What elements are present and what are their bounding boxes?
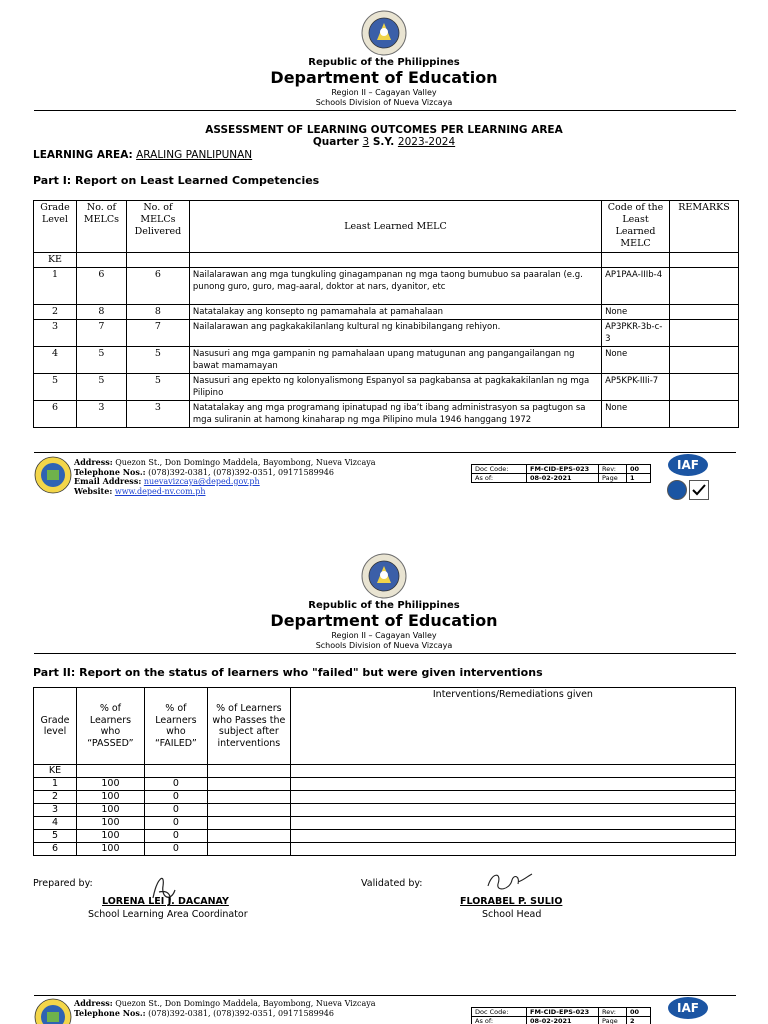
cell-remarks bbox=[670, 253, 739, 268]
cell-melc: Natatalakay ang konsepto ng pamamahala at pamahalaan bbox=[189, 305, 601, 320]
cell-passed: 100 bbox=[76, 791, 144, 804]
cell-grade: 6 bbox=[34, 401, 77, 428]
address-label: Address: bbox=[74, 998, 113, 1008]
department-title: Department of Education bbox=[270, 611, 498, 630]
cell-failed: 0 bbox=[144, 843, 207, 856]
cell-remarks bbox=[670, 320, 739, 347]
validator-signature bbox=[482, 868, 534, 898]
col-code: Code of the Least Learned MELC bbox=[602, 201, 670, 253]
cell-interventions bbox=[290, 804, 735, 817]
doc-code-label: Doc Code: bbox=[472, 465, 527, 474]
part1-title: Part I: Report on Least Learned Competencies bbox=[33, 174, 320, 187]
intervention-status-table bbox=[33, 687, 736, 856]
header-divider bbox=[34, 653, 736, 654]
deped-seal-icon bbox=[361, 10, 407, 56]
email-label: Email Address: bbox=[74, 476, 142, 486]
cell-code: AP3PKR-3b-c-3 bbox=[602, 320, 670, 347]
cell-grade: KE bbox=[34, 253, 77, 268]
cell-after bbox=[207, 804, 290, 817]
address-value: Quezon St., Don Domingo Maddela, Bayombong, Nueva Vizcaya bbox=[115, 999, 376, 1008]
cell-interventions bbox=[290, 830, 735, 843]
cell-code: None bbox=[602, 305, 670, 320]
as-of-label: As of: bbox=[472, 1017, 527, 1024]
as-of-value: 08-02-2021 bbox=[527, 1017, 599, 1024]
doc-code-table bbox=[471, 464, 651, 483]
col-grade-level: Grade level bbox=[34, 688, 77, 765]
rev-value: 00 bbox=[627, 1008, 651, 1017]
col-interventions: Interventions/Remediations given bbox=[290, 688, 735, 765]
division-logo-icon bbox=[34, 998, 72, 1024]
republic-label: Republic of the Philippines bbox=[308, 600, 460, 611]
cell-melc: Nasusuri ang epekto ng kolonyalismong Espanyol sa pagkabansa at pagkakakilanlan ng mga Pilipino bbox=[189, 374, 601, 401]
col-passed-after: % of Learners who Passes the subject after interventions bbox=[207, 688, 290, 765]
preparer-name: LORENA LEI J. DACANAY bbox=[102, 896, 229, 907]
sy-label: S.Y. bbox=[372, 136, 395, 148]
footer-contact bbox=[74, 458, 376, 496]
preparer-role: School Learning Area Coordinator bbox=[88, 909, 248, 920]
cell-failed: 0 bbox=[144, 778, 207, 791]
cell-code: None bbox=[602, 401, 670, 428]
cell-grade: 2 bbox=[34, 305, 77, 320]
deped-seal-icon bbox=[361, 553, 407, 599]
table-row bbox=[34, 401, 739, 428]
iaf-logo: IAF bbox=[668, 997, 708, 1019]
header-divider bbox=[34, 110, 736, 111]
cell-interventions bbox=[290, 843, 735, 856]
validator-role: School Head bbox=[482, 909, 542, 920]
table-header-row bbox=[34, 201, 739, 253]
as-of-label: As of: bbox=[472, 474, 527, 483]
table-row bbox=[34, 817, 736, 830]
region-label: Region II – Cagayan Valley bbox=[331, 88, 437, 97]
table-row bbox=[34, 253, 739, 268]
address-value: Quezon St., Don Domingo Maddela, Bayombong, Nueva Vizcaya bbox=[115, 458, 376, 467]
cell-passed: 100 bbox=[76, 804, 144, 817]
address-label: Address: bbox=[74, 457, 113, 467]
cell-grade: 1 bbox=[34, 778, 77, 791]
cell-failed: 0 bbox=[144, 804, 207, 817]
cell-grade: KE bbox=[34, 765, 77, 778]
learning-area-value: ARALING PANLIPUNAN bbox=[136, 149, 253, 161]
cell-failed: 0 bbox=[144, 830, 207, 843]
cell-melc: Nasusuri ang mga gampanin ng pamahalaan upang matugunan ang pangangailangan ng bawat mamamayan bbox=[189, 347, 601, 374]
col-passed: % of Learners who “PASSED” bbox=[76, 688, 144, 765]
table-row bbox=[34, 268, 739, 305]
cell-melcs: 5 bbox=[76, 347, 126, 374]
cell-code: None bbox=[602, 347, 670, 374]
table-row bbox=[34, 843, 736, 856]
cell-remarks bbox=[670, 305, 739, 320]
cell-grade: 1 bbox=[34, 268, 77, 305]
col-grade-level: Grade Level bbox=[34, 201, 77, 253]
learning-area-line bbox=[33, 149, 252, 161]
cell-interventions bbox=[290, 778, 735, 791]
telephone-value: (078)392-0381, (078)392-0351, 09171589946 bbox=[148, 1008, 334, 1018]
cell-delivered: 5 bbox=[126, 347, 189, 374]
cell-interventions bbox=[290, 765, 735, 778]
website-label: Website: bbox=[74, 485, 113, 496]
cell-remarks bbox=[670, 401, 739, 428]
footer-contact bbox=[74, 999, 376, 1018]
cell-melc: Nailalarawan ang mga tungkuling ginagampanan ng mga taong bumubuo sa paaralan (e.g. punong guro, guro, mag-aaral, doktor at nars, dyanitor, etc bbox=[189, 268, 601, 305]
cell-melc: Nailalarawan ang pagkakakilanlang kultural ng kinabibilangang rehiyon. bbox=[189, 320, 601, 347]
cell-code: AP5KPK-IIIi-7 bbox=[602, 374, 670, 401]
cell-after bbox=[207, 791, 290, 804]
region-label: Region II – Cagayan Valley bbox=[331, 631, 437, 640]
validated-by-label: Validated by: bbox=[361, 878, 423, 889]
table-header-row bbox=[34, 688, 736, 765]
cell-interventions bbox=[290, 791, 735, 804]
col-failed: % of Learners who “FAILED” bbox=[144, 688, 207, 765]
division-label: Schools Division of Nueva Vizcaya bbox=[315, 98, 453, 107]
rev-label: Rev: bbox=[599, 465, 627, 474]
cell-after bbox=[207, 817, 290, 830]
footer-divider bbox=[34, 995, 736, 996]
cell-grade: 3 bbox=[34, 320, 77, 347]
report-title: ASSESSMENT OF LEARNING OUTCOMES PER LEARNING AREA bbox=[205, 124, 563, 136]
cell-remarks bbox=[670, 374, 739, 401]
page-value: 2 bbox=[627, 1017, 651, 1024]
cell-passed bbox=[76, 765, 144, 778]
republic-label: Republic of the Philippines bbox=[308, 57, 460, 68]
quarter-value: 3 bbox=[362, 136, 370, 148]
footer-divider bbox=[34, 452, 736, 453]
division-logo-icon bbox=[34, 456, 72, 494]
page-value: 1 bbox=[627, 474, 651, 483]
telephone-label: Telephone Nos.: bbox=[74, 466, 146, 477]
doc-code-value: FM-CID-EPS-023 bbox=[527, 465, 599, 474]
quarter-line bbox=[0, 136, 768, 148]
table-row bbox=[34, 374, 739, 401]
table-row bbox=[34, 320, 739, 347]
page-label: Page bbox=[599, 1017, 627, 1024]
cell-delivered: 5 bbox=[126, 374, 189, 401]
cell-grade: 5 bbox=[34, 374, 77, 401]
cell-remarks bbox=[670, 347, 739, 374]
cell-melcs: 7 bbox=[76, 320, 126, 347]
table-row bbox=[34, 791, 736, 804]
sy-value: 2023-2024 bbox=[397, 136, 456, 148]
iaf-logo: IAF bbox=[668, 454, 708, 476]
cell-grade: 2 bbox=[34, 791, 77, 804]
cell-melc bbox=[189, 253, 601, 268]
cell-melc: Natatalakay ang mga programang ipinatupad ng iba’t ibang administrasyon sa pagtugon sa mga suliranin at hamong kinaharap ng mga Pilipino mula 1946 hanggang 1972 bbox=[189, 401, 601, 428]
division-label: Schools Division of Nueva Vizcaya bbox=[315, 641, 453, 650]
validator-name: FLORABEL P. SULIO bbox=[460, 896, 563, 907]
telephone-value: (078)392-0381, (078)392-0351, 09171589946 bbox=[148, 467, 334, 477]
col-least-learned-melc: Least Learned MELC bbox=[189, 201, 601, 253]
cell-after bbox=[207, 830, 290, 843]
part2-title: Part II: Report on the status of learners who "failed" but were given interventions bbox=[33, 666, 543, 679]
cell-delivered: 7 bbox=[126, 320, 189, 347]
cell-after bbox=[207, 765, 290, 778]
rev-label: Rev: bbox=[599, 1008, 627, 1017]
table-row bbox=[34, 804, 736, 817]
cell-after bbox=[207, 778, 290, 791]
table-row bbox=[34, 778, 736, 791]
doc-code-table bbox=[471, 1007, 651, 1024]
checkmark-badge-icon bbox=[689, 480, 709, 500]
least-learned-table bbox=[33, 200, 739, 428]
cell-melcs: 5 bbox=[76, 374, 126, 401]
email-link[interactable]: nuevavizcaya@deped.gov.ph bbox=[143, 477, 260, 486]
col-melcs-delivered: No. of MELCs Delivered bbox=[126, 201, 189, 253]
cell-melcs bbox=[76, 253, 126, 268]
cell-delivered: 3 bbox=[126, 401, 189, 428]
cell-melcs: 8 bbox=[76, 305, 126, 320]
cell-passed: 100 bbox=[76, 817, 144, 830]
learning-area-label: LEARNING AREA: bbox=[33, 149, 133, 161]
cell-passed: 100 bbox=[76, 843, 144, 856]
doc-code-value: FM-CID-EPS-023 bbox=[527, 1008, 599, 1017]
cell-grade: 4 bbox=[34, 347, 77, 374]
cell-delivered: 6 bbox=[126, 268, 189, 305]
cell-passed: 100 bbox=[76, 830, 144, 843]
prepared-by-label: Prepared by: bbox=[33, 878, 93, 889]
certification-badge-icon bbox=[667, 480, 687, 500]
cell-failed: 0 bbox=[144, 791, 207, 804]
telephone-label: Telephone Nos.: bbox=[74, 1007, 146, 1018]
website-link[interactable]: www.deped-nv.com.ph bbox=[114, 486, 206, 496]
cell-remarks bbox=[670, 268, 739, 305]
cell-grade: 6 bbox=[34, 843, 77, 856]
cell-grade: 5 bbox=[34, 830, 77, 843]
table-row bbox=[34, 830, 736, 843]
cell-grade: 4 bbox=[34, 817, 77, 830]
cell-grade: 3 bbox=[34, 804, 77, 817]
cell-code bbox=[602, 253, 670, 268]
cell-melcs: 6 bbox=[76, 268, 126, 305]
department-title: Department of Education bbox=[270, 68, 498, 87]
doc-code-label: Doc Code: bbox=[472, 1008, 527, 1017]
cell-code: AP1PAA-IIIb-4 bbox=[602, 268, 670, 305]
cell-delivered bbox=[126, 253, 189, 268]
table-row bbox=[34, 305, 739, 320]
cell-after bbox=[207, 843, 290, 856]
table-row bbox=[34, 765, 736, 778]
cell-failed: 0 bbox=[144, 817, 207, 830]
cell-interventions bbox=[290, 817, 735, 830]
col-no-melcs: No. of MELCs bbox=[76, 201, 126, 253]
col-remarks: REMARKS bbox=[670, 201, 739, 253]
rev-value: 00 bbox=[627, 465, 651, 474]
cell-delivered: 8 bbox=[126, 305, 189, 320]
cell-failed bbox=[144, 765, 207, 778]
table-row bbox=[34, 347, 739, 374]
cell-melcs: 3 bbox=[76, 401, 126, 428]
cell-passed: 100 bbox=[76, 778, 144, 791]
as-of-value: 08-02-2021 bbox=[527, 474, 599, 483]
quarter-label: Quarter bbox=[312, 136, 359, 148]
page-label: Page bbox=[599, 474, 627, 483]
